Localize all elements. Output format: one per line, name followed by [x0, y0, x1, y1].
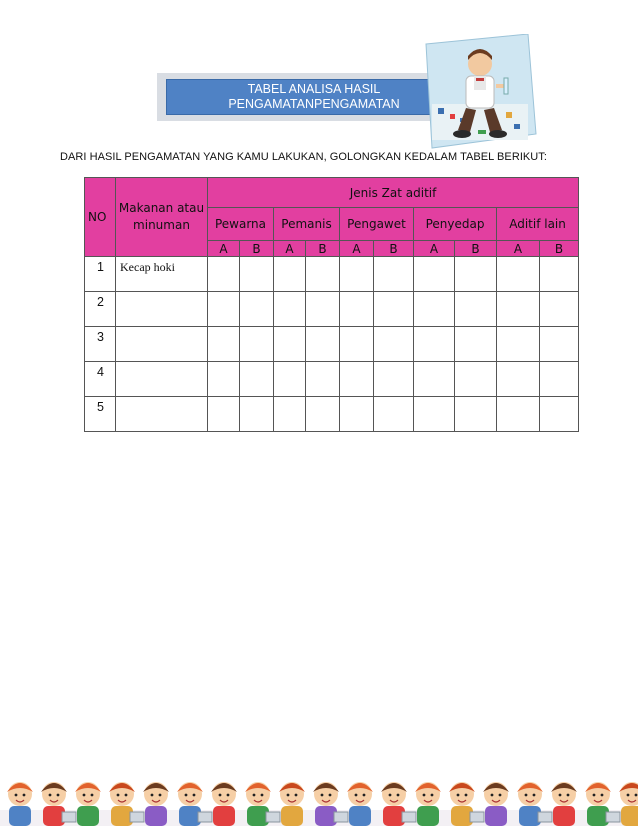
row-food-name[interactable]: Kecap hoki: [116, 257, 208, 292]
table-cell[interactable]: [274, 397, 306, 432]
child-figure-icon: [483, 782, 509, 826]
row-food-name[interactable]: [116, 362, 208, 397]
category-header-pewarna: Pewarna: [208, 208, 274, 241]
child-figure-icon: [449, 782, 484, 826]
table-cell[interactable]: [374, 397, 414, 432]
sub-header-b: B: [540, 241, 579, 257]
table-row: [85, 327, 579, 362]
table-cell[interactable]: [274, 327, 306, 362]
child-figure-icon: [143, 782, 169, 826]
sub-header-a: A: [274, 241, 306, 257]
table-cell[interactable]: [306, 292, 340, 327]
table-cell[interactable]: [455, 327, 497, 362]
table-cell[interactable]: [340, 292, 374, 327]
child-figure-icon: [75, 782, 101, 826]
child-figure-icon: [415, 782, 441, 826]
child-figure-icon: [313, 782, 348, 826]
table-cell[interactable]: [240, 257, 274, 292]
table-cell[interactable]: [455, 292, 497, 327]
food-header: Makanan atau minuman: [116, 178, 208, 257]
table-cell[interactable]: [340, 397, 374, 432]
children-footer-illustration-icon: [0, 770, 638, 826]
table-cell[interactable]: [374, 257, 414, 292]
child-figure-icon: [585, 782, 620, 826]
table-row: [85, 292, 579, 327]
child-figure-icon: [109, 782, 144, 826]
row-food-name[interactable]: [116, 292, 208, 327]
table-cell[interactable]: [240, 362, 274, 397]
category-header-pengawet: Pengawet: [340, 208, 414, 241]
child-figure-icon: [7, 782, 33, 826]
title-line-1: TABEL ANALISA HASIL: [247, 82, 381, 96]
table-cell[interactable]: [455, 397, 497, 432]
row-number: 4: [85, 362, 116, 397]
table-cell[interactable]: [540, 327, 579, 362]
table-cell[interactable]: [306, 327, 340, 362]
table-cell[interactable]: [414, 327, 455, 362]
table-cell[interactable]: [497, 327, 540, 362]
sub-header-a: A: [414, 241, 455, 257]
table-cell[interactable]: [208, 327, 240, 362]
table-row: [85, 257, 579, 292]
child-figure-icon: [347, 782, 373, 826]
table-cell[interactable]: [497, 292, 540, 327]
category-header-pemanis: Pemanis: [274, 208, 340, 241]
table-cell[interactable]: [540, 362, 579, 397]
table-cell[interactable]: [208, 362, 240, 397]
table-cell[interactable]: [414, 362, 455, 397]
additive-group-header: Jenis Zat aditif: [208, 178, 579, 208]
row-food-name[interactable]: [116, 327, 208, 362]
table-cell[interactable]: [240, 327, 274, 362]
table-cell[interactable]: [455, 257, 497, 292]
table-cell[interactable]: [306, 397, 340, 432]
child-figure-icon: [211, 782, 237, 826]
no-header: NO: [85, 178, 116, 257]
table-row: [85, 362, 579, 397]
table-cell[interactable]: [208, 397, 240, 432]
table-cell[interactable]: [340, 257, 374, 292]
table-cell[interactable]: [306, 257, 340, 292]
table-cell[interactable]: [240, 292, 274, 327]
title-line-2: PENGAMATANPENGAMATAN: [228, 97, 400, 111]
row-number: 1: [85, 257, 116, 292]
child-figure-icon: [517, 782, 552, 826]
table-cell[interactable]: [540, 397, 579, 432]
table-cell[interactable]: [208, 292, 240, 327]
table-cell[interactable]: [340, 327, 374, 362]
table-cell[interactable]: [414, 397, 455, 432]
sub-header-b: B: [240, 241, 274, 257]
child-figure-icon: [177, 782, 212, 826]
table-cell[interactable]: [540, 292, 579, 327]
table-cell[interactable]: [208, 257, 240, 292]
row-number: 5: [85, 397, 116, 432]
table-cell[interactable]: [274, 362, 306, 397]
analysis-table: [84, 177, 579, 432]
table-cell[interactable]: [540, 257, 579, 292]
table-cell[interactable]: [374, 327, 414, 362]
table-cell[interactable]: [374, 362, 414, 397]
child-figure-icon: [245, 782, 280, 826]
table-cell[interactable]: [340, 362, 374, 397]
category-header-penyedap: Penyedap: [414, 208, 497, 241]
row-number: 2: [85, 292, 116, 327]
table-cell[interactable]: [240, 397, 274, 432]
child-figure-icon: [381, 782, 416, 826]
child-figure-icon: [551, 782, 577, 826]
child-figure-icon: [279, 782, 305, 826]
row-food-name[interactable]: [116, 397, 208, 432]
row-number: 3: [85, 327, 116, 362]
child-figure-icon: [619, 782, 638, 826]
instruction-text: DARI HASIL PENGAMATAN YANG KAMU LAKUKAN, GOLONGKAN KEDALAM TABEL BERIKUT:: [60, 151, 547, 163]
table-cell[interactable]: [414, 292, 455, 327]
category-header-aditif-lain: Aditif lain: [497, 208, 579, 241]
sub-header-b: B: [455, 241, 497, 257]
table-cell[interactable]: [497, 362, 540, 397]
child-figure-icon: [41, 782, 76, 826]
sub-header-b: B: [374, 241, 414, 257]
table-cell[interactable]: [497, 397, 540, 432]
table-cell[interactable]: [414, 257, 455, 292]
sub-header-a: A: [497, 241, 540, 257]
table-row: [85, 397, 579, 432]
sub-header-b: B: [306, 241, 340, 257]
sub-header-a: A: [340, 241, 374, 257]
table-cell[interactable]: [455, 362, 497, 397]
table-cell[interactable]: [274, 257, 306, 292]
scientist-illustration-icon: [418, 34, 540, 154]
table-cell[interactable]: [497, 257, 540, 292]
table-cell[interactable]: [306, 362, 340, 397]
table-cell[interactable]: [274, 292, 306, 327]
table-cell[interactable]: [374, 292, 414, 327]
sub-header-a: A: [208, 241, 240, 257]
